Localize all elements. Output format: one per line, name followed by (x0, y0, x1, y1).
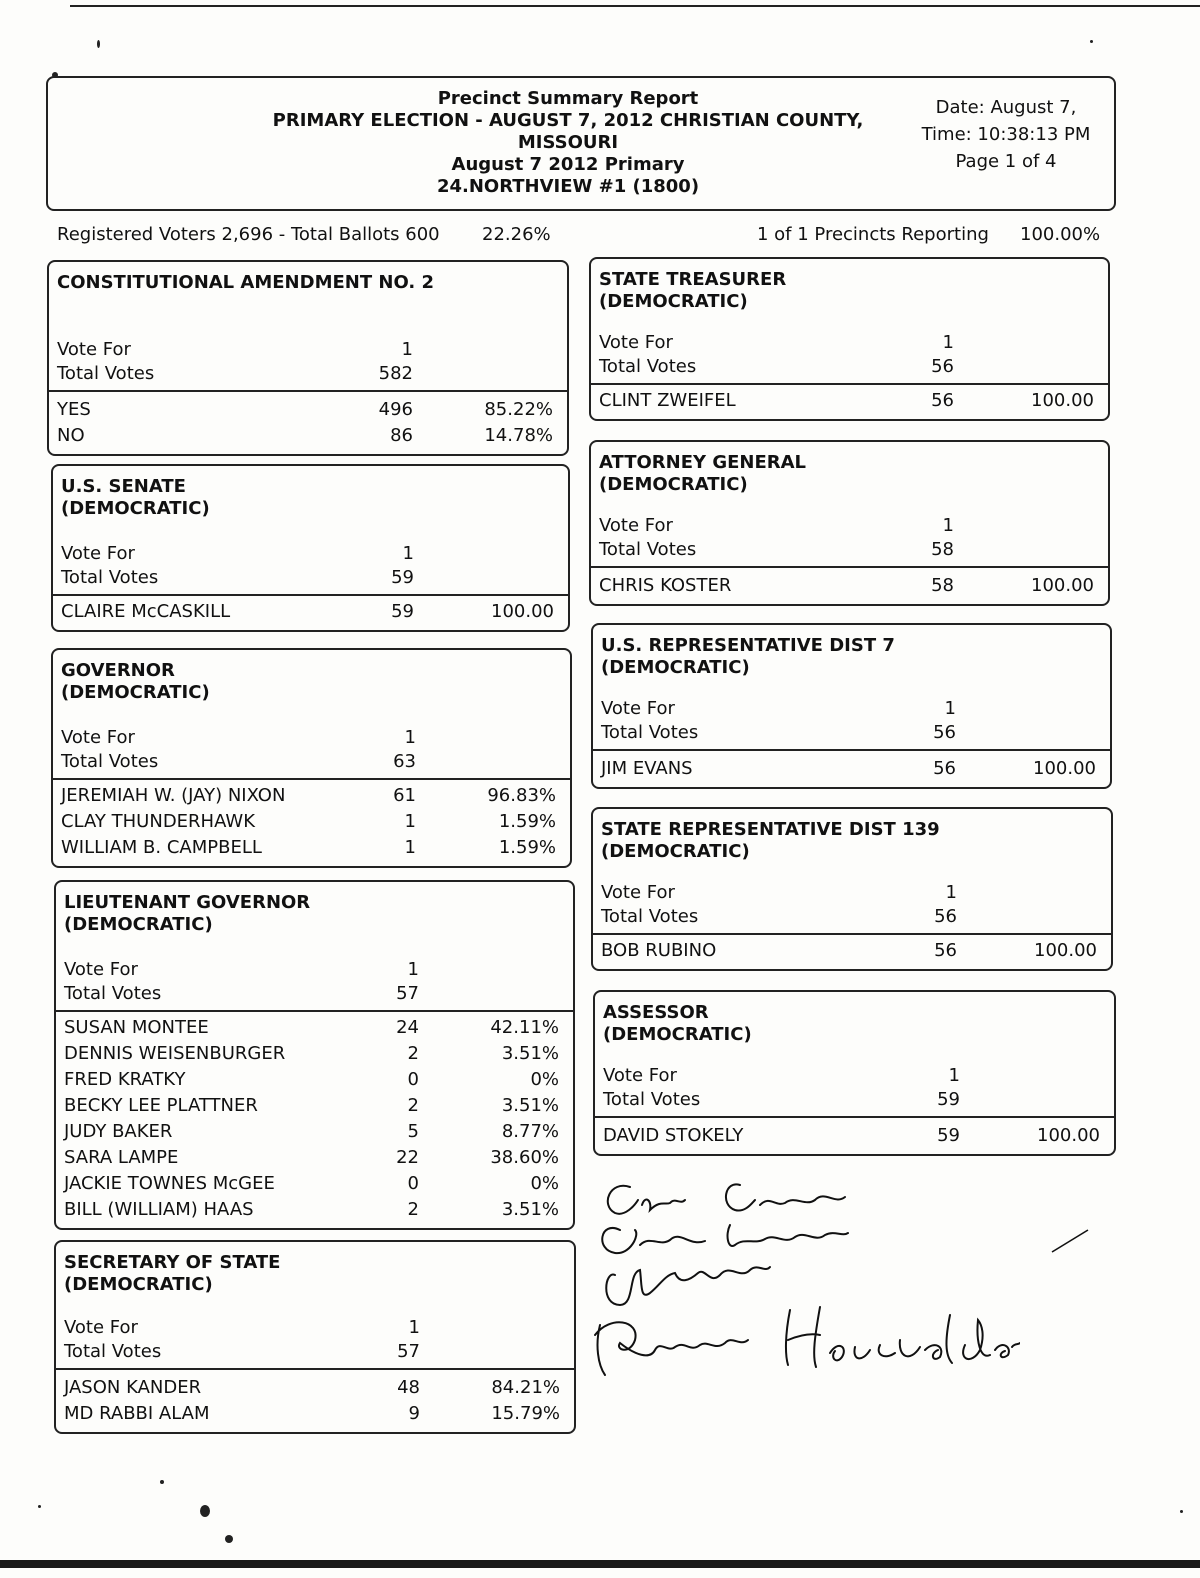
vote-for-row-votes: 1 (404, 727, 416, 748)
vote-for-row-votes: 1 (944, 698, 956, 719)
candidate-row-label: MD RABBI ALAM (64, 1403, 210, 1424)
candidate-row-label: BECKY LEE PLATTNER (64, 1095, 258, 1116)
candidate-row-label: JASON KANDER (64, 1377, 202, 1398)
candidate-row-label: JACKIE TOWNES McGEE (64, 1173, 275, 1194)
candidate-row-votes: 24 (396, 1017, 419, 1038)
candidate-row-votes: 48 (397, 1377, 420, 1398)
bottom-border-line (0, 1560, 1200, 1568)
scan-mark (225, 1535, 233, 1543)
vote-for-row-label: Vote For (64, 1317, 138, 1338)
candidate-row (64, 1376, 566, 1400)
total-votes-row-label: Total Votes (64, 983, 162, 1004)
vote-for-row (61, 726, 562, 750)
report-title: Precinct Summary Report (437, 88, 699, 109)
race-title (61, 660, 210, 704)
race-office: U.S. SENATE (61, 476, 186, 497)
vote-for-row (601, 697, 1102, 721)
vote-for-row (599, 331, 1100, 355)
candidate-row (61, 836, 562, 860)
total-votes-row (601, 905, 1103, 929)
candidate-row-percent: 3.51% (501, 1199, 559, 1220)
race-lt-governor (54, 880, 575, 1230)
race-party: (DEMOCRATIC) (603, 1024, 752, 1045)
race-title (61, 476, 210, 520)
total-votes-row-votes: 57 (397, 1341, 420, 1362)
header-title-block (218, 88, 918, 198)
race-party: (DEMOCRATIC) (61, 682, 210, 703)
race-state-rep-139 (591, 807, 1113, 971)
total-votes-row (64, 982, 565, 1006)
total-votes-row-label: Total Votes (599, 539, 697, 560)
total-votes-row (61, 566, 560, 590)
total-votes-row-label: Total Votes (601, 722, 699, 743)
candidate-row-percent: 15.79% (491, 1403, 560, 1424)
race-divider (53, 594, 568, 596)
candidate-row-votes: 0 (407, 1173, 419, 1194)
race-state-treasurer (589, 257, 1110, 421)
vote-for-row (603, 1064, 1106, 1088)
vote-for-row-label: Vote For (61, 727, 135, 748)
signatures (580, 1175, 1020, 1385)
candidate-row-percent: 100.00 (491, 601, 554, 622)
candidate-row-percent: 1.59% (498, 837, 556, 858)
candidate-row-percent: 0% (530, 1069, 559, 1090)
total-votes-row-votes: 59 (937, 1089, 960, 1110)
race-divider (595, 1116, 1114, 1118)
candidate-row-votes: 22 (396, 1147, 419, 1168)
race-divider (56, 1010, 573, 1012)
candidate-row-label: SUSAN MONTEE (64, 1017, 209, 1038)
candidate-row-percent: 100.00 (1031, 575, 1094, 596)
candidate-row-label: CHRIS KOSTER (599, 575, 732, 596)
total-votes-row-label: Total Votes (61, 751, 159, 772)
total-votes-row (57, 362, 559, 386)
race-divider (49, 390, 567, 392)
vote-for-row (601, 881, 1103, 905)
candidate-row-votes: 56 (934, 940, 957, 961)
vote-for-row-votes: 1 (942, 332, 954, 353)
race-party: (DEMOCRATIC) (599, 291, 748, 312)
total-votes-row (599, 538, 1100, 562)
race-divider (593, 933, 1111, 935)
candidate-row-percent: 8.77% (501, 1121, 559, 1142)
vote-for-row-label: Vote For (57, 339, 131, 360)
race-party: (DEMOCRATIC) (601, 657, 750, 678)
race-title (64, 1252, 280, 1296)
precinct-name: 24.NORTHVIEW #1 (1800) (436, 176, 700, 197)
race-divider (53, 778, 570, 780)
candidate-row (603, 1124, 1106, 1148)
vote-for-row-label: Vote For (603, 1065, 677, 1086)
race-party: (DEMOCRATIC) (61, 498, 210, 519)
candidate-row-votes: 56 (933, 758, 956, 779)
candidate-row-votes: 1 (404, 811, 416, 832)
vote-for-row-label: Vote For (599, 515, 673, 536)
race-assessor (593, 990, 1116, 1156)
candidate-row-percent: 42.11% (490, 1017, 559, 1038)
vote-for-row-label: Vote For (61, 543, 135, 564)
candidate-row (64, 1198, 565, 1222)
candidate-row-label: DAVID STOKELY (603, 1125, 744, 1146)
candidate-row-percent: 3.51% (501, 1043, 559, 1064)
race-office: U.S. REPRESENTATIVE DIST 7 (601, 635, 895, 656)
race-title (599, 452, 806, 496)
scan-mark (1180, 1510, 1183, 1513)
total-votes-row (64, 1340, 566, 1364)
candidate-row-label: NO (57, 425, 85, 446)
candidate-row (599, 389, 1100, 413)
race-party: (DEMOCRATIC) (64, 914, 213, 935)
scan-mark (1090, 40, 1093, 43)
candidate-row-label: FRED KRATKY (64, 1069, 186, 1090)
report-time: Time: 10:38:13 PM (921, 124, 1091, 145)
total-votes-row-votes: 58 (931, 539, 954, 560)
total-votes-row (61, 750, 562, 774)
candidate-row-votes: 2 (407, 1199, 419, 1220)
race-divider (56, 1368, 574, 1370)
candidate-row (64, 1146, 565, 1170)
total-votes-row-votes: 56 (934, 906, 957, 927)
total-votes-row-label: Total Votes (61, 567, 159, 588)
candidate-row (64, 1016, 565, 1040)
total-votes-row-label: Total Votes (601, 906, 699, 927)
candidate-row-votes: 61 (393, 785, 416, 806)
scan-mark (38, 1505, 41, 1508)
registered-voters: Registered Voters 2,696 - Total Ballots 600 (57, 224, 440, 245)
candidate-row (64, 1068, 565, 1092)
candidate-row-label: BILL (WILLIAM) HAAS (64, 1199, 254, 1220)
precincts-reporting: 1 of 1 Precincts Reporting (757, 224, 989, 245)
reporting-percent: 100.00% (1020, 224, 1101, 245)
race-us-senate (51, 464, 570, 632)
candidate-row-label: DENNIS WEISENBURGER (64, 1043, 286, 1064)
turnout-percent: 22.26% (482, 224, 551, 245)
election-name: PRIMARY ELECTION - AUGUST 7, 2012 CHRISTIAN COUNTY, (272, 110, 864, 131)
top-border-line (70, 5, 1200, 7)
total-votes-row-votes: 57 (396, 983, 419, 1004)
candidate-row-label: BOB RUBINO (601, 940, 717, 961)
vote-for-row-label: Vote For (601, 698, 675, 719)
total-votes-row-label: Total Votes (64, 1341, 162, 1362)
candidate-row-label: JIM EVANS (601, 758, 693, 779)
candidate-row (64, 1120, 565, 1144)
total-votes-row-label: Total Votes (57, 363, 155, 384)
candidate-row (601, 757, 1102, 781)
candidate-row-votes: 56 (931, 390, 954, 411)
race-office: LIEUTENANT GOVERNOR (64, 892, 311, 913)
candidate-row-label: CLAY THUNDERHAWK (61, 811, 256, 832)
candidate-row (64, 1042, 565, 1066)
race-divider (593, 749, 1110, 751)
candidate-row (64, 1172, 565, 1196)
candidate-row-votes: 86 (390, 425, 413, 446)
total-votes-row (601, 721, 1102, 745)
scan-mark (200, 1505, 210, 1517)
vote-for-row-votes: 1 (945, 882, 957, 903)
total-votes-row-votes: 59 (391, 567, 414, 588)
scan-mark (160, 1480, 164, 1484)
candidate-row-percent: 0% (530, 1173, 559, 1194)
vote-for-row-votes: 1 (401, 339, 413, 360)
page-number: Page 1 of 4 (955, 151, 1057, 172)
race-us-rep-7 (591, 623, 1112, 789)
election-state: MISSOURI (517, 132, 619, 153)
race-attorney-general (589, 440, 1110, 606)
race-office: CONSTITUTIONAL AMENDMENT NO. 2 (57, 272, 434, 293)
candidate-row-label: JUDY BAKER (64, 1121, 173, 1142)
candidate-row (61, 784, 562, 808)
total-votes-row (603, 1088, 1106, 1112)
candidate-row (64, 1402, 566, 1426)
candidate-row (599, 574, 1100, 598)
race-party: (DEMOCRATIC) (599, 474, 748, 495)
race-title (603, 1002, 752, 1046)
race-office: SECRETARY OF STATE (64, 1252, 281, 1273)
candidate-row-percent: 38.60% (490, 1147, 559, 1168)
race-title (601, 819, 940, 863)
total-votes-row-votes: 63 (393, 751, 416, 772)
candidate-row-label: JEREMIAH W. (JAY) NIXON (61, 785, 286, 806)
vote-for-row-label: Vote For (601, 882, 675, 903)
race-divider (591, 383, 1108, 385)
vote-for-row-label: Vote For (599, 332, 673, 353)
candidate-row-votes: 9 (408, 1403, 420, 1424)
candidate-row-votes: 2 (407, 1043, 419, 1064)
candidate-row-votes: 1 (404, 837, 416, 858)
candidate-row-label: CLINT ZWEIFEL (599, 390, 736, 411)
candidate-row-percent: 14.78% (484, 425, 553, 446)
vote-for-row-label: Vote For (64, 959, 138, 980)
report-date: Date: August 7, (935, 97, 1077, 118)
candidate-row-label: YES (57, 399, 91, 420)
race-office: ASSESSOR (603, 1002, 709, 1023)
candidate-row (61, 810, 562, 834)
scan-mark (52, 72, 58, 78)
total-votes-row-votes: 56 (931, 356, 954, 377)
candidate-row-votes: 58 (931, 575, 954, 596)
scan-mark (97, 40, 100, 48)
candidate-row-label: CLAIRE McCASKILL (61, 601, 231, 622)
pen-stroke (1050, 1228, 1090, 1254)
race-party: (DEMOCRATIC) (601, 841, 750, 862)
candidate-row-percent: 100.00 (1033, 758, 1096, 779)
race-governor (51, 648, 572, 868)
candidate-row-percent: 1.59% (498, 811, 556, 832)
race-party: (DEMOCRATIC) (64, 1274, 213, 1295)
race-office: STATE TREASURER (599, 269, 787, 290)
candidate-row-votes: 2 (407, 1095, 419, 1116)
candidate-row (57, 398, 559, 422)
race-office: STATE REPRESENTATIVE DIST 139 (601, 819, 940, 840)
race-amendment-2 (47, 260, 569, 456)
candidate-row-percent: 84.21% (491, 1377, 560, 1398)
vote-for-row (61, 542, 560, 566)
vote-for-row-votes: 1 (942, 515, 954, 536)
vote-for-row (599, 514, 1100, 538)
vote-for-row (64, 1316, 566, 1340)
vote-for-row (57, 338, 559, 362)
vote-for-row-votes: 1 (408, 1317, 420, 1338)
total-votes-row-label: Total Votes (599, 356, 697, 377)
race-office: ATTORNEY GENERAL (599, 452, 807, 473)
candidate-row (601, 939, 1103, 963)
vote-for-row-votes: 1 (948, 1065, 960, 1086)
race-divider (591, 566, 1108, 568)
candidate-row-votes: 59 (391, 601, 414, 622)
candidate-row (64, 1094, 565, 1118)
candidate-row-percent: 100.00 (1031, 390, 1094, 411)
vote-for-row-votes: 1 (407, 959, 419, 980)
race-office: GOVERNOR (61, 660, 175, 681)
candidate-row-percent: 100.00 (1034, 940, 1097, 961)
report-header (46, 76, 1116, 211)
total-votes-row (599, 355, 1100, 379)
candidate-row-votes: 5 (407, 1121, 419, 1142)
candidate-row-percent: 96.83% (487, 785, 556, 806)
candidate-row-percent: 3.51% (501, 1095, 559, 1116)
candidate-row-percent: 100.00 (1037, 1125, 1100, 1146)
vote-for-row (64, 958, 565, 982)
total-votes-row-votes: 56 (933, 722, 956, 743)
primary-name: August 7 2012 Primary (451, 154, 685, 175)
candidate-row (57, 424, 559, 448)
header-meta (906, 94, 1106, 175)
candidate-row (61, 600, 560, 624)
race-title (57, 272, 434, 294)
candidate-row-label: SARA LAMPE (64, 1147, 179, 1168)
candidate-row-votes: 0 (407, 1069, 419, 1090)
candidate-row-votes: 59 (937, 1125, 960, 1146)
candidate-row-votes: 496 (378, 399, 413, 420)
race-secretary-of-state (54, 1240, 576, 1434)
vote-for-row-votes: 1 (402, 543, 414, 564)
race-title (599, 269, 786, 313)
candidate-row-label: WILLIAM B. CAMPBELL (61, 837, 262, 858)
race-title (64, 892, 310, 936)
candidate-row-percent: 85.22% (484, 399, 553, 420)
race-title (601, 635, 895, 679)
total-votes-row-label: Total Votes (603, 1089, 701, 1110)
total-votes-row-votes: 582 (378, 363, 413, 384)
